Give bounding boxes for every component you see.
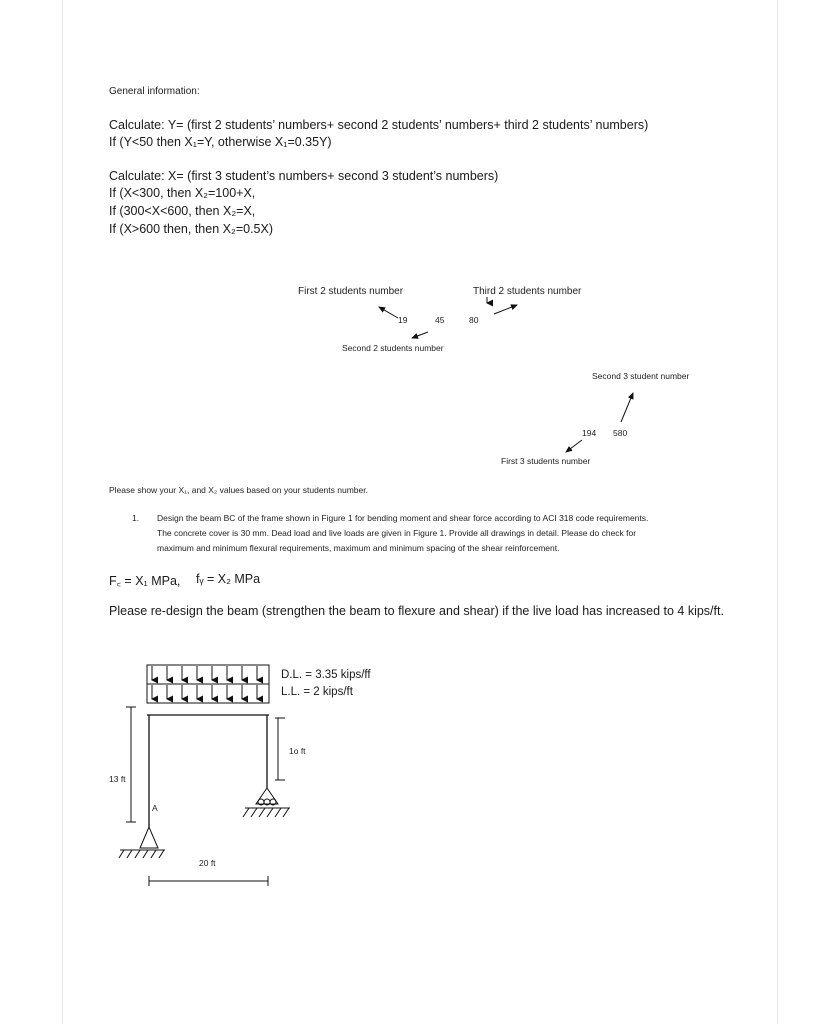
arrow-first-3-students xyxy=(566,440,582,452)
calc-y-line1: Calculate: Y= (first 2 students’ numbers+ second 2 students’ numbers+ third 2 students’ numbers) xyxy=(109,118,649,132)
pin-support-a xyxy=(140,827,158,848)
task-line2: The concrete cover is 30 mm. Dead load and live loads are given in Figure 1. Provide all drawings in detail. Please do check for xyxy=(157,528,637,538)
second-3-students-label: Second 3 student number xyxy=(592,371,690,381)
calc-x-line4: If (X>600 then, then X₂=0.5X) xyxy=(109,222,273,236)
dead-load-label: D.L. = 3.35 kips/ff xyxy=(281,669,371,681)
first-3-students-label: First 3 students number xyxy=(501,456,591,466)
third-2-students-label: Third 2 students number xyxy=(473,286,582,297)
ground-hatch-roller xyxy=(243,808,289,817)
frame-figure xyxy=(119,665,290,886)
number-45: 45 xyxy=(435,315,445,325)
number-580: 580 xyxy=(613,428,628,438)
live-load-label: L.L. = 2 kips/ft xyxy=(281,686,353,698)
dimension-right xyxy=(275,718,285,780)
calc-y-line2: If (Y<50 then X₁=Y, otherwise X₁=0.35Y) xyxy=(109,135,332,149)
load-arrows xyxy=(152,666,257,699)
roller-support xyxy=(256,788,278,804)
student-number-3-arrows xyxy=(566,393,633,452)
dimension-span xyxy=(149,876,268,886)
number-19: 19 xyxy=(398,315,408,325)
general-title: General information: xyxy=(109,86,200,97)
fy-value: fᵧ = X₂ MPa xyxy=(196,572,261,586)
height-left-label: 13 ft xyxy=(109,774,126,784)
calc-x-line2: If (X<300, then X₂=100+X, xyxy=(109,186,256,200)
task-number: 1. xyxy=(132,513,140,523)
span-label: 20 ft xyxy=(199,858,216,868)
redesign-text: Please re-design the beam (strengthen the beam to flexure and shear) if the live load has increased to 4 kips/ft. xyxy=(109,604,724,618)
calc-x-line1: Calculate: X= (first 3 student’s numbers+ second 3 student’s numbers) xyxy=(109,169,499,183)
fc-value: F꜀ = X₁ MPa, xyxy=(109,574,181,588)
ground-hatch-a xyxy=(119,850,164,858)
first-2-students-label: First 2 students number xyxy=(298,286,404,297)
height-right-label: 1o ft xyxy=(289,746,306,756)
support-a-label: A xyxy=(152,803,158,813)
calc-x-line3: If (300<X<600, then X₂=X, xyxy=(109,204,256,218)
arrow-third-2-students xyxy=(494,305,517,314)
task-line1: Design the beam BC of the frame shown in Figure 1 for bending moment and shear force according to ACI 318 code requirements. xyxy=(157,513,649,523)
live-load-box xyxy=(147,684,269,703)
arrow-second-2-students xyxy=(412,332,428,338)
student-number-arrows xyxy=(379,297,517,338)
second-2-students-label: Second 2 students number xyxy=(342,343,444,353)
arrow-first-2-students xyxy=(379,307,398,318)
dimension-left xyxy=(126,707,136,822)
arrow-second-3-students xyxy=(621,393,633,422)
number-80: 80 xyxy=(469,315,479,325)
task-line3: maximum and minimum flexural requirements, maximum and minimum spacing of the shear reinforcement. xyxy=(157,543,560,553)
show-values-text: Please show your X₁, and X₂ values based on your students number. xyxy=(109,485,368,495)
number-194: 194 xyxy=(582,428,597,438)
dead-load-box xyxy=(147,665,269,684)
